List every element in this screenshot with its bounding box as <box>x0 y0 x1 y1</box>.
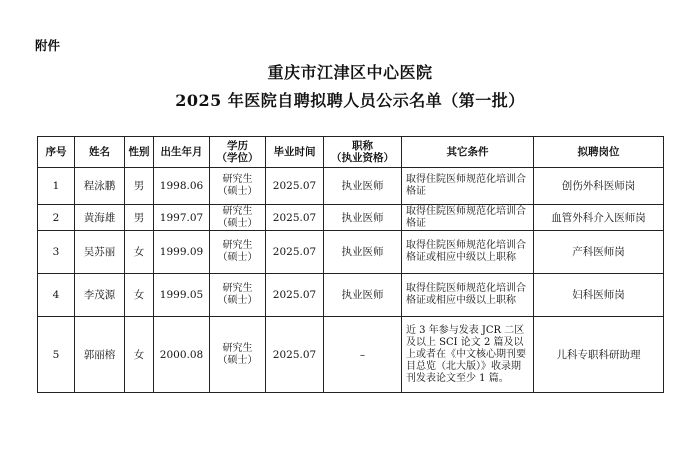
cell-name: 黄海雄 <box>75 205 125 231</box>
cell-post: 妇科医师岗 <box>534 274 664 317</box>
table-row <box>38 274 664 317</box>
table-row <box>38 205 664 231</box>
cell-no: 3 <box>38 231 75 274</box>
cell-birth: 2000.08 <box>154 317 210 393</box>
cell-post: 产科医师岗 <box>534 231 664 274</box>
cell-degree-line1: 研究生 <box>222 205 253 217</box>
cell-title: 执业医师 <box>324 274 402 317</box>
cell-no: 5 <box>38 317 75 393</box>
cell-gender: 男 <box>125 168 154 205</box>
cell-name: 吴苏丽 <box>75 231 125 274</box>
table-header-row <box>38 137 664 168</box>
cell-birth: 1998.06 <box>154 168 210 205</box>
header-post: 拟聘岗位 <box>534 137 664 168</box>
cell-grad: 2025.07 <box>266 231 324 274</box>
cell-gender: 女 <box>125 231 154 274</box>
cell-grad: 2025.07 <box>266 317 324 393</box>
cell-other: 取得住院医师规范化培训合格证或相应中级以上职称 <box>402 231 534 274</box>
cell-degree <box>210 317 266 393</box>
cell-grad: 2025.07 <box>266 274 324 317</box>
cell-other: 取得住院医师规范化培训合格证或相应中级以上职称 <box>402 274 534 317</box>
header-no: 序号 <box>38 137 75 168</box>
header-title <box>324 137 402 168</box>
cell-title: 执业医师 <box>324 231 402 274</box>
cell-no: 1 <box>38 168 75 205</box>
header-other: 其它条件 <box>402 137 534 168</box>
cell-degree-line2: （硕士） <box>217 252 258 263</box>
cell-no: 2 <box>38 205 75 231</box>
cell-post: 血管外科介入医师岗 <box>534 205 664 231</box>
cell-degree <box>210 205 266 231</box>
cell-name: 李茂源 <box>75 274 125 317</box>
cell-degree-line2: （硕士） <box>217 354 258 366</box>
header-birth: 出生年月 <box>154 137 210 168</box>
attachment-label: 附件 <box>35 38 61 53</box>
header-degree <box>210 137 266 168</box>
cell-degree-line2: （硕士） <box>217 295 258 306</box>
cell-gender: 男 <box>125 205 154 231</box>
cell-degree-line1: 研究生 <box>222 283 253 294</box>
cell-degree-line1: 研究生 <box>222 240 253 251</box>
document-title-line-2: 2025 年医院自聘拟聘人员公示名单（第一批） <box>175 91 525 110</box>
cell-title: – <box>324 317 402 393</box>
cell-degree-line2: （硕士） <box>217 186 258 197</box>
cell-no: 4 <box>38 274 75 317</box>
cell-name: 程泳鹏 <box>75 168 125 205</box>
cell-degree <box>210 168 266 205</box>
cell-other: 取得住院医师规范化培训合格证 <box>402 168 534 205</box>
cell-gender: 女 <box>125 274 154 317</box>
cell-degree <box>210 231 266 274</box>
cell-name: 郭丽榕 <box>75 317 125 393</box>
cell-title: 执业医师 <box>324 168 402 205</box>
header-grad: 毕业时间 <box>266 137 324 168</box>
table-row <box>38 231 664 274</box>
header-name: 姓名 <box>75 137 125 168</box>
cell-post: 创伤外科医师岗 <box>534 168 664 205</box>
cell-grad: 2025.07 <box>266 205 324 231</box>
cell-post: 儿科专职科研助理 <box>534 317 664 393</box>
cell-birth: 1997.07 <box>154 205 210 231</box>
table-row <box>38 168 664 205</box>
cell-birth: 1999.09 <box>154 231 210 274</box>
cell-degree-line1: 研究生 <box>222 342 253 354</box>
cell-degree-line2: （硕士） <box>217 217 258 229</box>
header-gender: 性别 <box>125 137 154 168</box>
cell-birth: 1999.05 <box>154 274 210 317</box>
cell-degree <box>210 274 266 317</box>
cell-other: 取得住院医师规范化培训合格证 <box>402 205 534 231</box>
cell-grad: 2025.07 <box>266 168 324 205</box>
header-title-line1: 职称 <box>352 140 373 152</box>
document-title-line-1: 重庆市江津区中心医院 <box>267 63 433 82</box>
cell-degree-line1: 研究生 <box>222 174 253 185</box>
cell-other: 近 3 年参与发表 JCR 二区及以上 SCI 论文 2 篇及以上或者在《中文核心期刊要目总览（北大版）》收录期刊发表论文至少 1 篇。 <box>402 317 534 393</box>
header-degree-line2: （学位） <box>216 152 259 164</box>
candidate-table <box>37 136 664 393</box>
header-title-line2: （执业资格） <box>331 152 394 164</box>
cell-gender: 女 <box>125 317 154 393</box>
table-row <box>38 317 664 393</box>
header-degree-line1: 学历 <box>227 140 248 152</box>
cell-title: 执业医师 <box>324 205 402 231</box>
